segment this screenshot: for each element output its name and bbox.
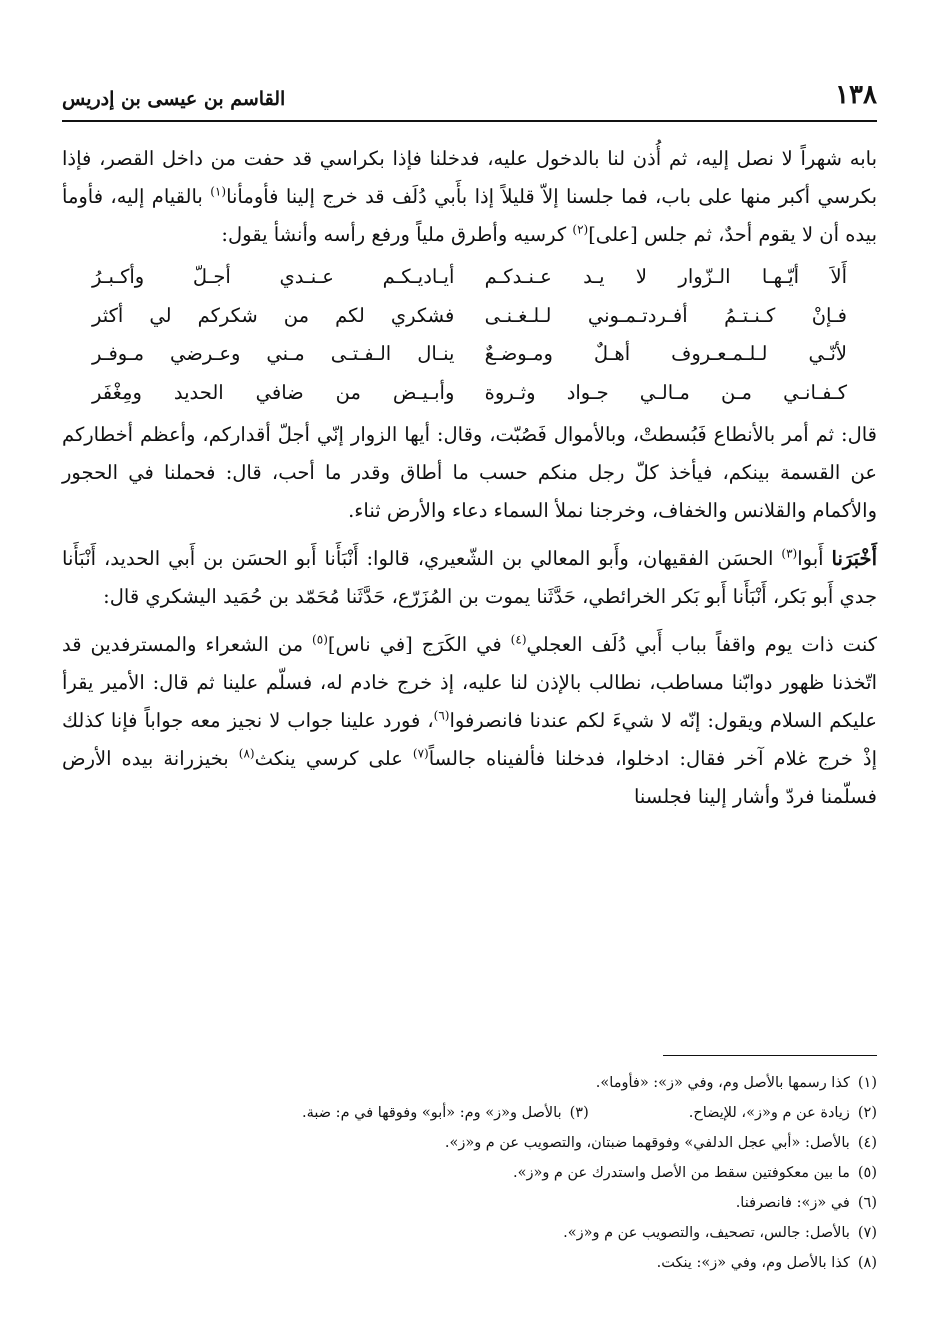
paragraph-3-text-a: أَبوا — [797, 547, 832, 570]
footnote-ref-2: (٢) — [572, 222, 589, 237]
main-text — [62, 140, 877, 816]
poem-hemistich-second: فشكري لكم من شكركم لي أكثر — [92, 303, 455, 327]
paragraph-4 — [62, 626, 877, 816]
footnote-ref-3: (٣) — [781, 546, 798, 561]
footnote-number: (٢) — [857, 1105, 877, 1121]
paragraph-1-text-b: بالقيام إليه، فأومأ بيده أن لا يقوم أحدٌ، ثم جلس [على] — [62, 185, 877, 246]
footnote-rule — [663, 1055, 877, 1056]
footnote-line — [62, 1098, 877, 1128]
footnote-ref-6: (٦) — [433, 708, 450, 723]
isnad-keyword: أَخْبَرَنا — [831, 547, 877, 570]
poem-verse — [92, 297, 847, 336]
paragraph-4-text-c: من الشعراء والمسترفدين قد اتّخذنا ظهور دوابّنا مساطب، نطالب بالإذن لنا عليه، إذ خرج خادم له، فسلّم علينا ثم قال: الأمير يقرأ عليكم السلام ويقول: إنّه لا شيءَ لكم عندنا فانصرفوا — [62, 633, 877, 732]
footnote-text: بالأصل: «أبي عجل الدلفي» وفوقهما ضبتان، والتصويب عن م و«ز». — [444, 1135, 850, 1151]
footnote-text: زيادة عن م و«ز»، للإيضاح. — [688, 1105, 850, 1121]
footnote-4 — [445, 1128, 877, 1158]
footnote-number: (١) — [857, 1075, 877, 1091]
footnote-number: (٥) — [857, 1165, 877, 1181]
poem-hemistich-first: كـفـانـي مـن مـالـي جـواد وثـروة — [484, 380, 847, 404]
footnote-line — [62, 1128, 877, 1158]
poem-hemistich-first: أَلاَ أيّـهـا الـزّوار لا يـد عـنـدكـم — [484, 265, 847, 288]
footnote-number: (٨) — [857, 1255, 877, 1271]
poem-hemistich-first: فـإنْ كـنـتـمُ أفـردتـمـوني لـلـغـنـى — [484, 303, 847, 327]
paragraph-4-text-d: ، فورد علينا جواب لا نجيز معه جواباً فإنا كذلك إذْ خرج غلام آخر فقال: ادخلوا، فدخلنا فألفيناه جالساً — [62, 709, 878, 770]
footnote-ref-7: (٧) — [412, 746, 429, 761]
paragraph-2: قال: ثم أمر بالأنطاع فَبُسطتْ، وبالأموال فَصُبّت، وقال: أيها الزوار إنّي أجلّ أقداركم، وأعظم أخطاركم عن القسمة بينكم، فيأخذ كلّ رجل منكم حسب ما أطاق وقدر ما أحب، قال: فحملنا في الحجور والأكمام والقلانس والخفاف، وخرجنا نملأ السماء دعاء والأرض ثناء. — [62, 423, 877, 522]
footnote-2 — [689, 1098, 877, 1128]
footnote-ref-4: (٤) — [510, 632, 527, 647]
footnote-3 — [302, 1098, 589, 1128]
paragraph-3 — [62, 540, 877, 616]
footnote-ref-8: (٨) — [238, 746, 255, 761]
poem — [92, 258, 847, 412]
footnote-number: (٦) — [857, 1195, 877, 1211]
paragraph-1-text-a: بابه شهراً لا نصل إليه، ثم أُذن لنا بالدخول عليه، فدخلنا فإذا بكراسي قد حفت من داخل القصر، فإذا بكرسي أكبر منها على باب، فما جلسنا إلاّ قليلاً إذا بأَبي دُلَف قد خرج إلينا فأومأنا — [62, 147, 878, 208]
footnote-line — [62, 1068, 877, 1098]
footnote-number: (٤) — [857, 1135, 877, 1151]
footnotes — [62, 1068, 877, 1278]
poem-verse — [92, 374, 847, 413]
paragraph-4-text-b: في الكَرَج [في ناس] — [327, 633, 511, 656]
footnote-line — [62, 1158, 877, 1188]
footnote-6 — [736, 1188, 877, 1218]
paragraph-4-text-a: كنت ذات يوم واقفاً بباب أَبي دُلَف العجلي — [526, 633, 877, 656]
page-number: ١٣٨ — [835, 80, 877, 110]
footnote-ref-5: (٥) — [312, 632, 328, 647]
poem-hemistich-second: وأبـيـض من ضافي الحديد ومِغْفَر — [92, 380, 455, 404]
paragraph-3-text-b: الحسَن الفقيهان، وأَبو المعالي بن الشّعيري، قالوا: أَنْبَأَنا أَبو الحسَن بن أَبي الحديد، أَنْبَأَنا جدي أَبو بَكر، أَنْبَأَنا أَبو بَكر الخرائطي، حَدَّثَنا يموت بن المُزَرّع، حَدَّثَنا مُحَمّد بن حُمَيد اليشكري قال: — [62, 547, 877, 608]
footnote-line — [62, 1218, 877, 1248]
poem-verse — [92, 258, 847, 297]
footnote-5 — [513, 1158, 877, 1188]
footnote-text: كذا رسمها بالأصل وم، وفي «ز»: «فأوما». — [595, 1075, 850, 1091]
footnote-text: كذا بالأصل وم، وفي «ز»: ينكت. — [656, 1255, 850, 1271]
footnote-line — [62, 1188, 877, 1218]
footnote-number: (٣) — [569, 1105, 589, 1121]
footnote-line — [62, 1248, 877, 1278]
paragraph-4-text-f: بخيزرانة بيده الأرض فسلّمنا فردّ وأشار إلينا فجلسنا — [62, 747, 877, 808]
footnote-ref-1: (١) — [210, 184, 227, 199]
paragraph-4-text-e: على كرسي ينكث — [254, 747, 413, 770]
footnote-text: ما بين معكوفتين سقط من الأصل واستدرك عن م و«ز». — [512, 1165, 850, 1181]
footnote-number: (٧) — [857, 1225, 877, 1241]
page-header — [62, 62, 877, 110]
footnote-text: بالأصل و«ز» وم: «أبو» وفوقها في م: ضبة. — [302, 1105, 562, 1121]
paragraph-1-text-c: كرسيه وأطرق ملياً ورفع رأسه وأنشأ يقول: — [221, 223, 573, 246]
header-rule — [62, 120, 877, 122]
paragraph-1 — [62, 140, 877, 254]
footnote-1 — [596, 1068, 877, 1098]
footnote-text: بالأصل: جالس، تصحيف، والتصويب عن م و«ز». — [563, 1225, 850, 1241]
poem-hemistich-second: ينـال الـفـتـى مـني وعـرضي مـوفـر — [92, 342, 455, 365]
poem-verse — [92, 335, 847, 374]
poem-hemistich-second: أيـاديـكـم عـنـدي أجـلّ وأكـبـرُ — [92, 265, 455, 288]
footnote-8 — [657, 1248, 877, 1278]
footnote-7 — [563, 1218, 877, 1248]
running-title: القاسم بن عيسى بن إدريس — [62, 88, 286, 110]
poem-hemistich-first: لأنّـي لـلـمـعـروف أهـلٌ ومـوضـعٌ — [484, 342, 847, 365]
footnote-text: في «ز»: فانصرفنا. — [735, 1195, 850, 1211]
